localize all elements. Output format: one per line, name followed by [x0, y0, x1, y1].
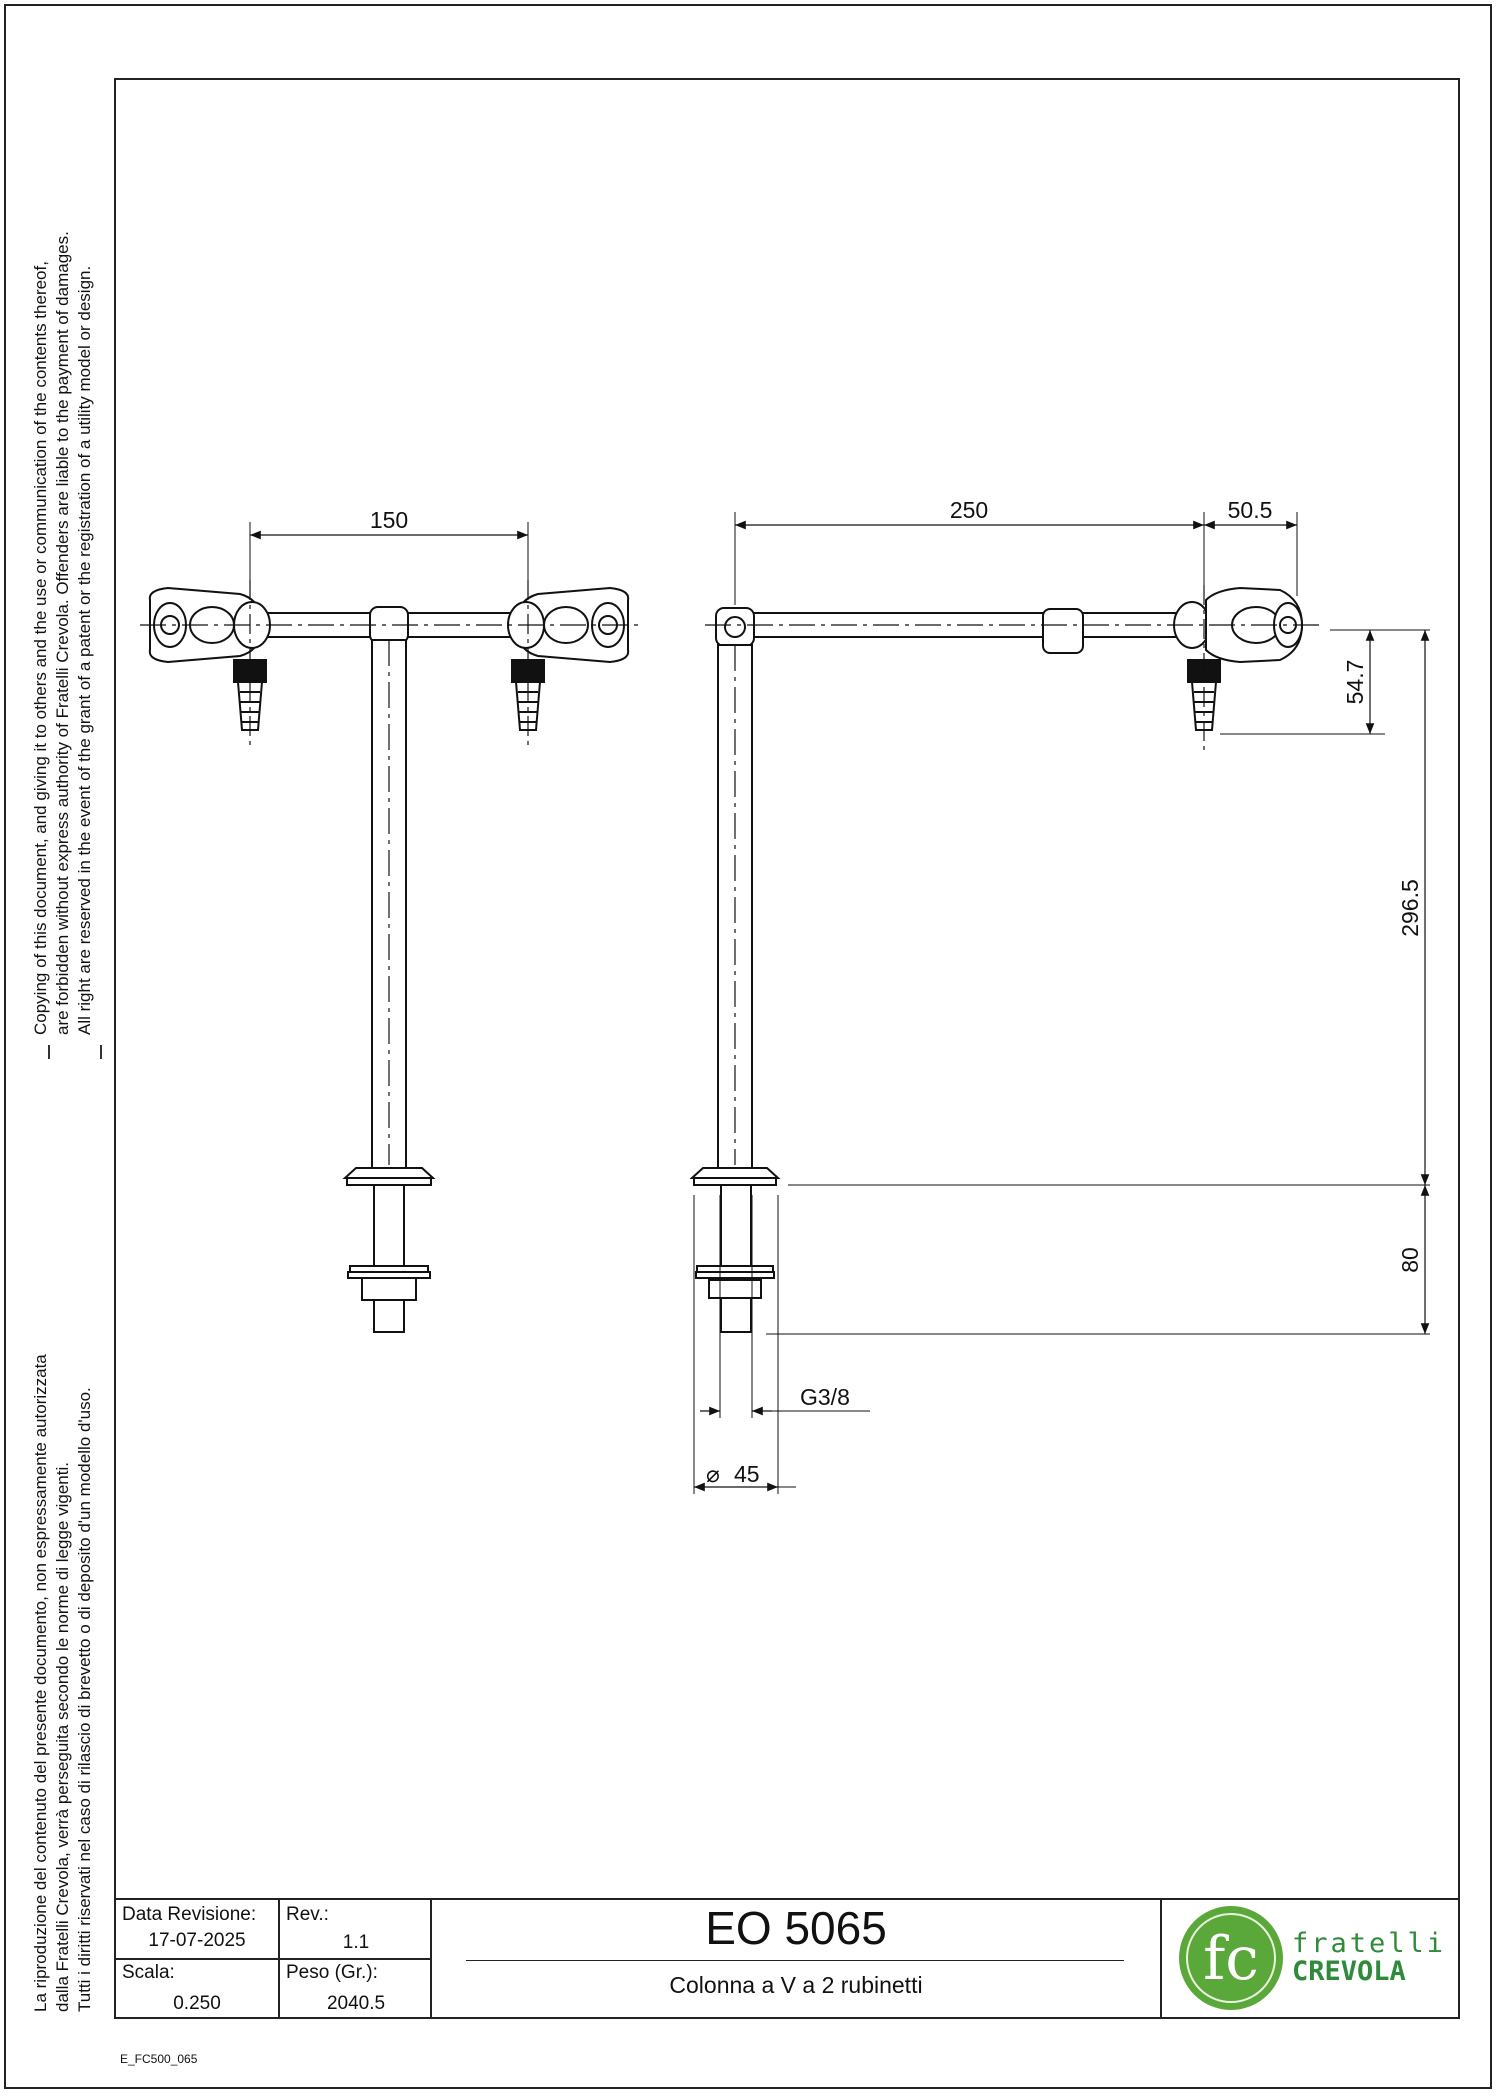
scale-label: Scala: [122, 1962, 175, 1983]
dim-column-height: 296.5 [1397, 879, 1423, 937]
legal-notice-en-line: All right are reserved in the event of the grant of a patent or the registration of a utility model or design. [75, 265, 94, 1035]
title-block-divider [116, 1958, 430, 1960]
weight-value: 2040.5 [326, 1993, 386, 2014]
legal-notice-it-line: La riproduzione del contenuto del presente documento, non espressamente autorizzata [31, 1354, 50, 2012]
legal-notice-it-line: dalla Fratelli Crevola, verrà perseguita secondo le norme di legge vigenti. [53, 1462, 72, 2012]
logo-monogram: fc [1203, 1924, 1259, 1994]
legal-notice-en-line: are forbidden without express authority of Fratelli Crevola. Offenders are liable to the payment of damages. [53, 231, 72, 1035]
logo-name-line2: CREVOLA [1292, 1956, 1406, 1987]
dim-front-width: 150 [369, 507, 409, 533]
revision-date: 17-07-2025 [148, 1930, 246, 1951]
dim-tap-offset: 50.5 [1227, 497, 1273, 523]
dim-thread: G3/8 [800, 1384, 850, 1410]
weight-label: Peso (Gr.): [286, 1962, 378, 1983]
rev-label: Rev.: [286, 1904, 329, 1925]
title-block-divider [466, 1960, 1124, 1961]
logo-name-line1: fratelli [1292, 1928, 1447, 1959]
dim-base-diameter: 45 [734, 1461, 760, 1487]
legal-notice-en-line: Copying of this document, and giving it to others and the use or communication of the contents thereof, [31, 261, 50, 1035]
rev-value: 1.1 [342, 1932, 370, 1953]
front-view [140, 522, 640, 1332]
scale-value: 0.250 [173, 1993, 221, 2014]
product-code: EO 5065 [705, 1902, 887, 1954]
dim-side-arm: 250 [949, 497, 989, 523]
crevola-logo-mark [1176, 1903, 1286, 2013]
title-block-divider [430, 1898, 432, 2018]
document-id: E_FC500_065 [120, 2052, 198, 2066]
dim-shank-length: 80 [1397, 1247, 1423, 1273]
product-description: Colonna a V a 2 rubinetti [669, 1972, 923, 1998]
revision-date-label: Data Revisione: [122, 1904, 257, 1925]
legal-notice-it-line: Tutti i diritti riservati nel caso di rilascio di brevetto o di deposito d'un modello d'uso. [75, 1387, 94, 2012]
dim-outlet-height: 54.7 [1342, 659, 1368, 705]
title-block-divider [1160, 1898, 1162, 2018]
side-view [692, 512, 1430, 1494]
dim-diameter-symbol: ⌀ [706, 1461, 720, 1487]
